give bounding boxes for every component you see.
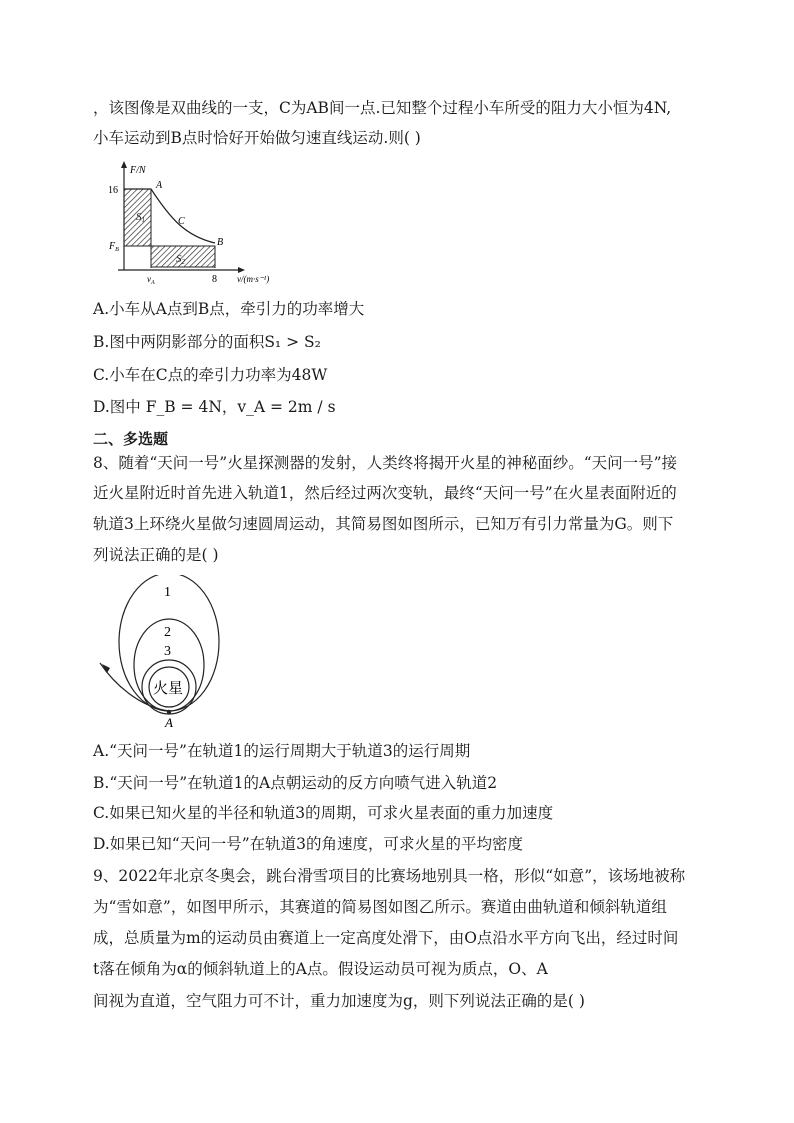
tick-16: 16	[108, 185, 118, 196]
q9-line-4: t落在倾角为α的倾斜轨道上的A点。假设运动员可视为质点，O、A	[93, 960, 548, 978]
q8-line-3: 轨道3上环绕火星做匀速圆周运动，其简易图如图所示，已知万有引力常量为G。则下	[93, 515, 674, 533]
tick-va: $v_A$	[147, 274, 155, 286]
point-a-label: A	[165, 715, 173, 730]
x-axis-label: v/(m·s⁻¹)	[237, 274, 270, 284]
orbit-3-label: 3	[164, 644, 171, 659]
q8-option-d: D.如果已知“天问一号”在轨道3的角速度，可求火星的平均密度	[93, 835, 524, 853]
point-b-label: B	[217, 237, 224, 248]
q8-option-b: B.“天问一号”在轨道1的A点朝运动的反方向喷气进入轨道2	[93, 774, 498, 792]
q7-option-d: D.图中 F_B = 4N，v_A = 2m / s	[93, 398, 336, 416]
point-a-dot	[167, 710, 171, 714]
q7-line-2: 小车运动到B点时恰好开始做匀速直线运动.则( )	[93, 129, 421, 147]
orbit-1-label: 1	[164, 585, 171, 600]
area-s2-label: S2	[176, 253, 185, 266]
q7-option-a: A.小车从A点到B点，牵引力的功率增大	[93, 300, 365, 318]
q9-line-2: 为“雪如意”，如图甲所示，其赛道的简易图如图乙所示。赛道由曲轨道和倾斜轨道组	[93, 898, 667, 916]
tick-fb: $F_B$	[109, 241, 119, 253]
q8-option-c: C.如果已知火星的半径和轨道3的周期，可求火星表面的重力加速度	[93, 804, 554, 822]
q8-line-4: 列说法正确的是( )	[93, 546, 219, 564]
q9-line-3: 成，总质量为m的运动员由赛道上一定高度处滑下，由O点沿水平方向飞出，经过时间	[93, 929, 679, 947]
q9-line-5: 间视为直道，空气阻力可不计，重力加速度为g，则下列说法正确的是( )	[93, 992, 585, 1010]
area-s1-label: S1	[136, 211, 145, 224]
force-velocity-graph	[100, 158, 290, 290]
point-a-label: A	[156, 180, 163, 191]
q8-line-1: 8、随着“天问一号”火星探测器的发射，人类终将揭开火星的神秘面纱。“天问一号”接	[93, 454, 678, 472]
orbit-diagram	[95, 575, 255, 735]
q9-line-1: 9、2022年北京冬奥会，跳台滑雪项目的比赛场地别具一格，形似“如意”，该场地被称	[93, 867, 686, 885]
y-axis-label: F/N	[130, 165, 146, 176]
q7-option-c: C.小车在C点的牵引力功率为48W	[93, 366, 328, 384]
point-c-label: C	[178, 216, 185, 227]
q8-line-2: 近火星附近时首先进入轨道1，然后经过两次变轨，最终“天问一号”在火星表面附近的	[93, 484, 677, 502]
mars-label: 火星	[153, 681, 184, 697]
q7-option-b: B.图中两阴影部分的面积S₁ > S₂	[93, 333, 321, 351]
orbit-2-label: 2	[164, 625, 171, 640]
q7-line-1: ，该图像是双曲线的一支，C为AB间一点.已知整个过程小车所受的阻力大小恒为4N,	[93, 99, 672, 117]
section-2-title: 二、多选题	[93, 430, 169, 448]
q8-option-a: A.“天问一号”在轨道1的运行周期大于轨道3的运行周期	[93, 742, 471, 760]
tick-8: 8	[212, 274, 217, 285]
